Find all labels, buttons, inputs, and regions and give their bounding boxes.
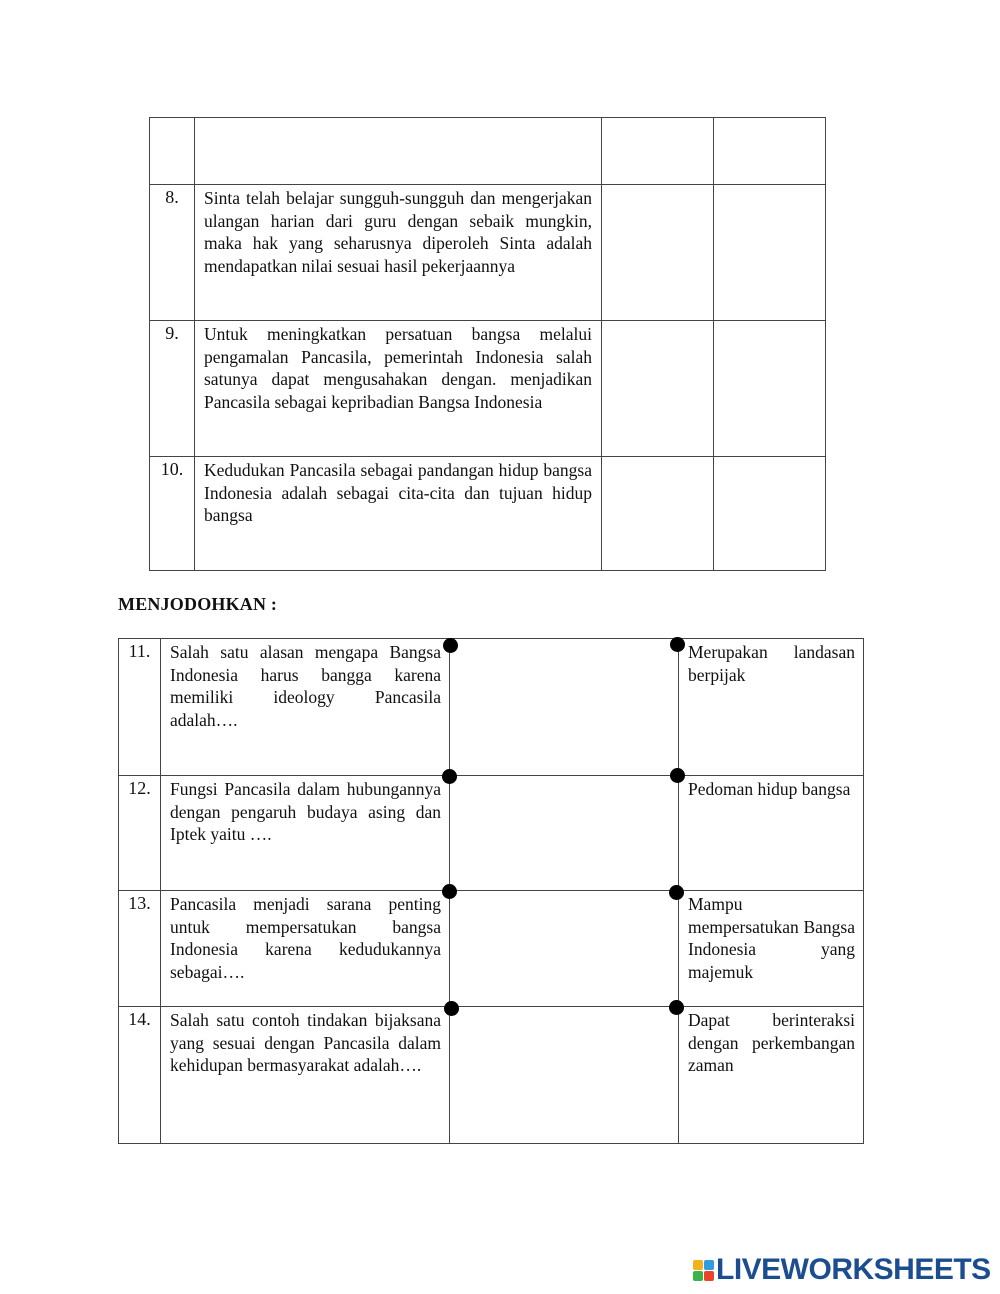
table-row xyxy=(150,321,826,457)
right-join-dot-3[interactable] xyxy=(669,885,684,900)
matching-section-title: MENJODOHKAN : xyxy=(118,594,278,614)
row-number: 8. xyxy=(150,185,195,321)
row-number: 10. xyxy=(150,457,195,571)
right-join-dot-2[interactable] xyxy=(670,768,685,783)
matching-table xyxy=(118,638,864,1144)
statement: Untuk meningkatkan persatuan bangsa melalui pengamalan Pancasila, pemerintah Indonesia salah satunya dapat mengusahakan dengan. menjadikan Pancasila sebagai kepribadian Bangsa Indonesia xyxy=(195,321,602,457)
false-answer-cell[interactable] xyxy=(714,321,826,457)
right-join-dot-1[interactable] xyxy=(670,637,685,652)
true-answer-cell[interactable] xyxy=(602,457,714,571)
table-row xyxy=(119,639,864,776)
brand-name: LIVEWORKSHEETS xyxy=(716,1253,991,1286)
row-number: 9. xyxy=(150,321,195,457)
left-join-dot-12[interactable] xyxy=(442,769,457,784)
left-join-dot-14[interactable] xyxy=(444,1001,459,1016)
false-answer-cell[interactable] xyxy=(714,185,826,321)
row-number: 12. xyxy=(119,776,161,891)
false-answer-cell[interactable] xyxy=(714,457,826,571)
table-row xyxy=(119,1007,864,1144)
left-join-dot-11[interactable] xyxy=(443,638,458,653)
connection-area xyxy=(450,891,679,1007)
true-answer-cell[interactable] xyxy=(602,118,714,185)
table-row xyxy=(119,891,864,1007)
matching-question: Salah satu contoh tindakan bijaksana yang sesuai dengan Pancasila dalam kehidupan bermasyarakat adalah…. xyxy=(161,1007,450,1144)
row-number xyxy=(150,118,195,185)
matching-answer: Pedoman hidup bangsa xyxy=(679,776,864,891)
statement: Kedudukan Pancasila sebagai pandangan hidup bangsa Indonesia adalah sebagai cita-cita dan tujuan hidup bangsa xyxy=(195,457,602,571)
table-row xyxy=(150,457,826,571)
true-answer-cell[interactable] xyxy=(602,321,714,457)
matching-question: Pancasila menjadi sarana penting untuk mempersatukan bangsa Indonesia karena kedudukannya sebagai…. xyxy=(161,891,450,1007)
row-number: 14. xyxy=(119,1007,161,1144)
matching-answer: Dapat berinteraksi dengan perkembangan zaman xyxy=(679,1007,864,1144)
right-join-dot-4[interactable] xyxy=(669,1000,684,1015)
matching-question: Fungsi Pancasila dalam hubungannya dengan pengaruh budaya asing dan Iptek yaitu …. xyxy=(161,776,450,891)
connection-area xyxy=(450,776,679,891)
row-number: 13. xyxy=(119,891,161,1007)
left-join-dot-13[interactable] xyxy=(442,884,457,899)
matching-question: Salah satu alasan mengapa Bangsa Indonesia harus bangga karena memiliki ideology Pancasila adalah…. xyxy=(161,639,450,776)
false-answer-cell[interactable] xyxy=(714,118,826,185)
row-number: 11. xyxy=(119,639,161,776)
statement: Sinta telah belajar sungguh-sungguh dan mengerjakan ulangan harian dari guru dengan sebaik mungkin, maka hak yang seharusnya diperoleh Sinta adalah mendapatkan nilai sesuai hasil pekerjaannya xyxy=(195,185,602,321)
matching-answer: Merupakan landasan berpijak xyxy=(679,639,864,776)
table-row xyxy=(150,185,826,321)
connection-area xyxy=(450,1007,679,1144)
connection-area xyxy=(450,639,679,776)
table-row xyxy=(150,118,826,185)
statement xyxy=(195,118,602,185)
matching-answer: Mampu mempersatukan Bangsa Indonesia yang majemuk xyxy=(679,891,864,1007)
true-false-table xyxy=(149,117,826,571)
table-row xyxy=(119,776,864,891)
liveworksheets-logo-icon xyxy=(693,1260,714,1281)
true-answer-cell[interactable] xyxy=(602,185,714,321)
liveworksheets-logo xyxy=(693,1254,991,1286)
